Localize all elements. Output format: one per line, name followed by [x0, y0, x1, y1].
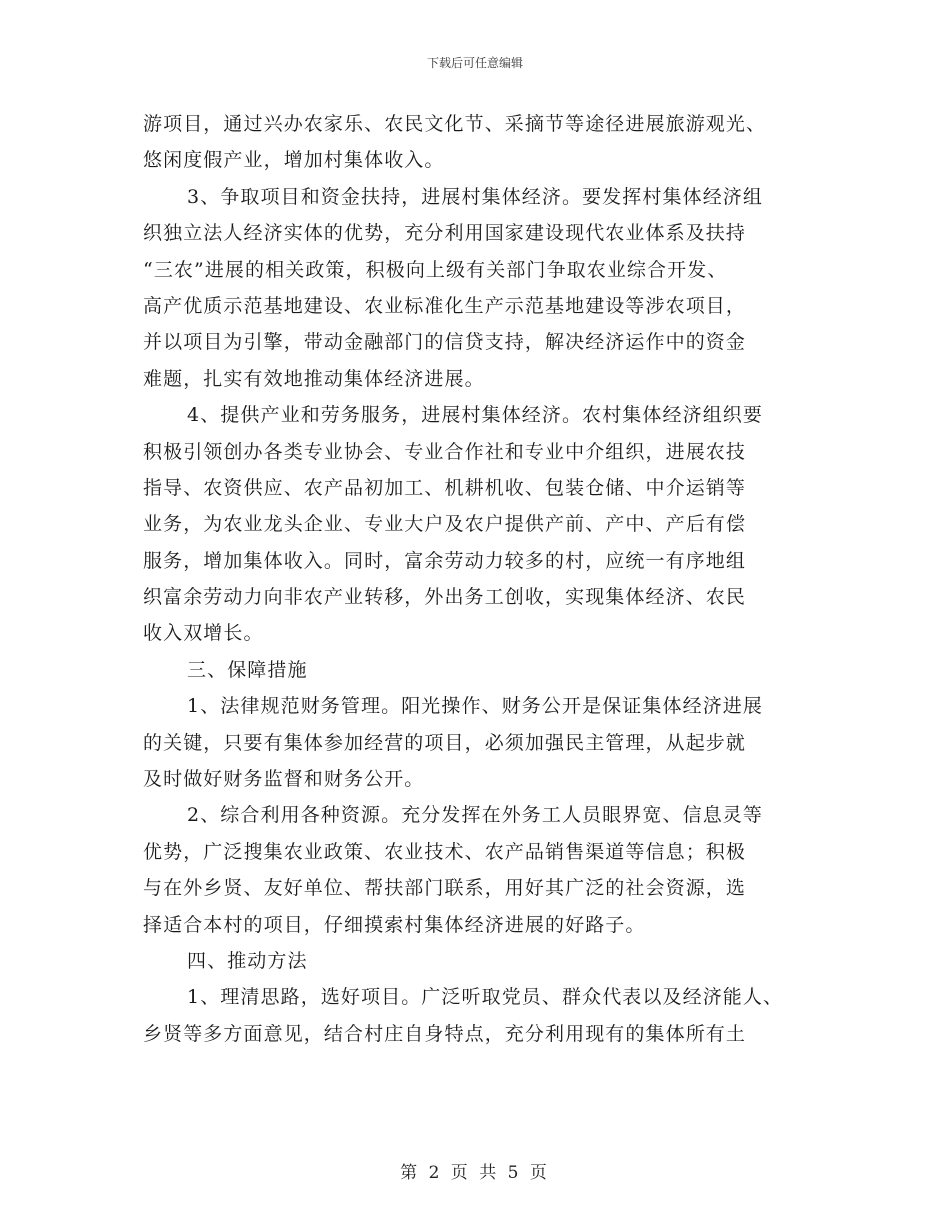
- text-line: 四、推动方法: [187, 949, 308, 972]
- text-line: 服务，增加集体收入。同时，富余劳动力较多的村，应统一有序地组: [143, 549, 747, 572]
- text-line: 游项目，通过兴办农家乐、农民文化节、采摘节等途径进展旅游观光、: [143, 113, 767, 135]
- text-line: 指导、农资供应、农产品初加工、机耕机收、包装仓储、中介运销等: [143, 476, 747, 499]
- text-line: 优势，广泛搜集农业政策、农业技术、农产品销售渠道等信息；积极: [143, 840, 747, 863]
- text-line: 乡贤等多方面意见，结合村庄自身特点，充分利用现有的集体所有土: [143, 1022, 747, 1045]
- page-header: 下载后可任意编辑: [426, 56, 523, 70]
- text-line: 4、提供产业和劳务服务，进展村集体经济。农村集体经济组织要: [187, 404, 763, 427]
- document-body: [143, 106, 809, 1052]
- text-line: 织富余劳动力向非农产业转移，外出务工创收，实现集体经济、农民: [143, 586, 747, 609]
- text-line: 三、保障措施: [187, 658, 308, 681]
- text-line: 悠闲度假产业，增加村集体收入。: [143, 149, 445, 172]
- page-footer: 第 2 页 共 5 页: [400, 1163, 550, 1183]
- text-line: 收入双增长。: [143, 622, 264, 645]
- text-line: 并以项目为引擎，带动金融部门的信贷支持，解决经济运作中的资金: [143, 331, 747, 354]
- text-line: 高产优质示范基地建设、农业标准化生产示范基地建设等涉农项目，: [143, 294, 747, 317]
- text-line: 积极引领创办各类专业协会、专业合作社和专业中介组织，进展农技: [143, 440, 747, 463]
- text-line: 织独立法人经济实体的优势，充分利用国家建设现代农业体系及扶持: [143, 222, 747, 245]
- text-line: 与在外乡贤、友好单位、帮扶部门联系，用好其广泛的社会资源，选: [143, 877, 747, 900]
- text-line: 难题，扎实有效地推动集体经济进展。: [143, 367, 485, 390]
- text-line: 3、争取项目和资金扶持，进展村集体经济。要发挥村集体经济组: [187, 185, 763, 208]
- text-line: 业务，为农业龙头企业、专业大户及农户提供产前、产中、产后有偿: [143, 513, 747, 536]
- text-line: 择适合本村的项目，仔细摸索村集体经济进展的好路子。: [143, 913, 646, 936]
- text-line: 2、综合利用各种资源。充分发挥在外务工人员眼界宽、信息灵等: [187, 804, 763, 827]
- text-line: 的关键，只要有集体参加经营的项目，必须加强民主管理，从起步就: [143, 731, 747, 754]
- text-line: 1、法律规范财务管理。阳光操作、财务公开是保证集体经济进展: [187, 695, 763, 718]
- text-line: 及时做好财务监督和财务公开。: [143, 768, 425, 791]
- text-line: “三农”进展的相关政策，积极向上级有关部门争取农业综合开发、: [143, 258, 728, 281]
- text-line: 1、理清思路，选好项目。广泛听取党员、群众代表以及经济能人、: [187, 986, 784, 1009]
